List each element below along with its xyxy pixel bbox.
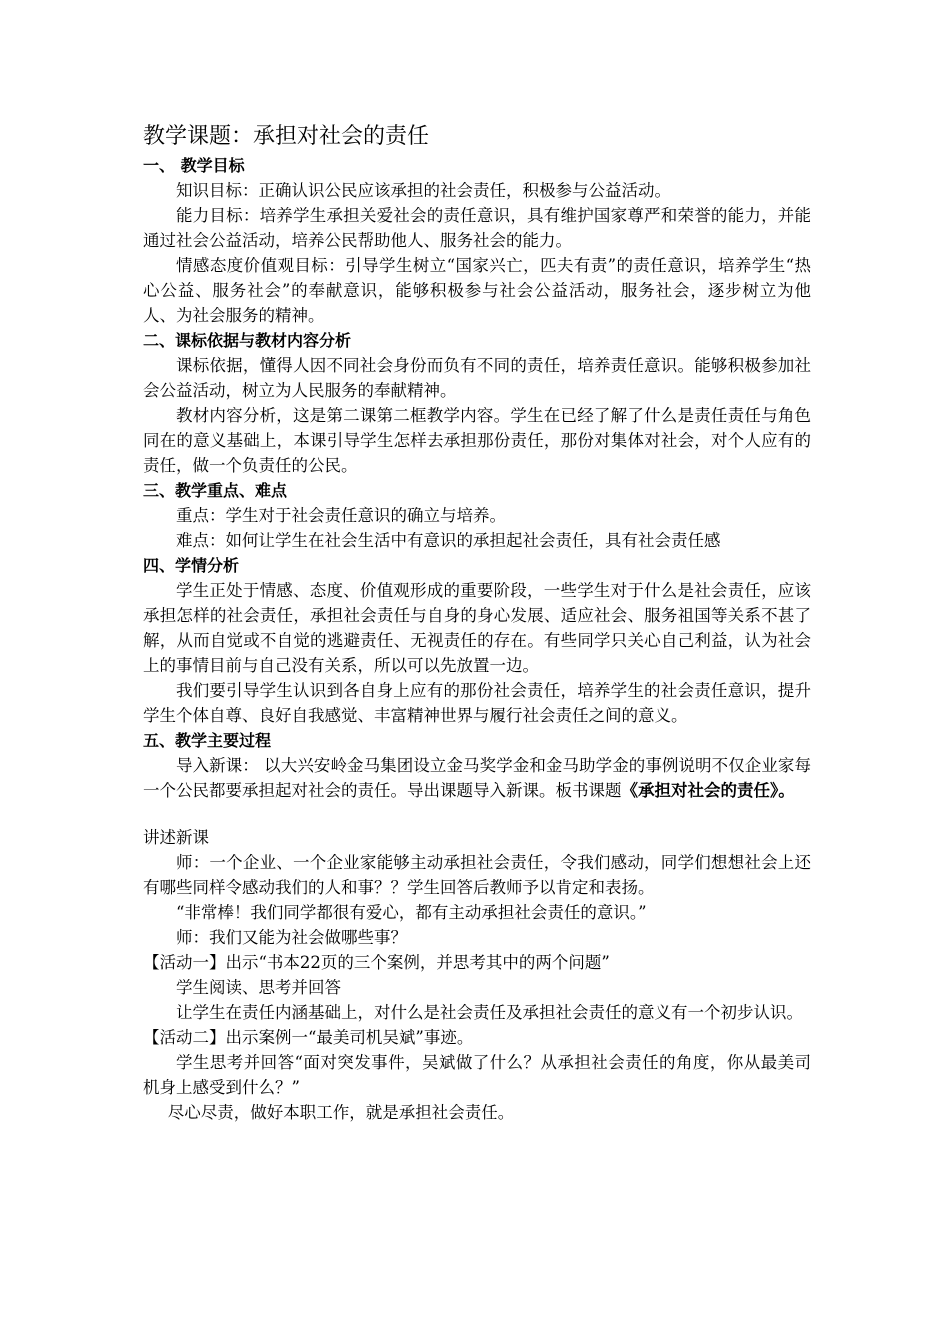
activity-one: 【活动一】出示“书本22页的三个案例，并思考其中的两个问题” <box>143 953 610 972</box>
paragraph: 师：一个企业、一个企业家能够主动承担社会责任，令我们感动，同学们想想社会上还有哪些同样令感动我们的人和事？？学生回答后教师予以肯定和表扬。 <box>143 853 811 897</box>
paragraph: “非常棒！我们同学都很有爱心，都有主动承担社会责任的意识。” <box>176 903 647 922</box>
activity-two: 【活动二】出示案例一“最美司机吴斌”事迹。 <box>143 1028 474 1047</box>
paragraph: 情感态度价值观目标：引导学生树立“国家兴亡，匹夫有责”的责任意识，培养学生“热心公益、服务社会”的奉献意识，能够积极参与社会公益活动，服务社会，逐步树立为他人、为社会服务的精神。 <box>143 256 811 325</box>
intro-text: 导入新课： 以大兴安岭金马集团设立金马奖学金和金马助学金的事例说明不仅企业家每一个公民都要承担起对社会的责任。导出课题导入新课。板书课题 <box>143 756 811 800</box>
section-heading-objectives: 一、 教学目标 <box>143 156 245 175</box>
section-heading-key-points: 三、教学重点、难点 <box>143 481 288 500</box>
paragraph: 难点：如何让学生在社会生活中有意识的承担起社会责任，具有社会责任感 <box>176 531 721 550</box>
paragraph: 学生正处于情感、态度、价值观形成的重要阶段，一些学生对于什么是社会责任，应该承担怎样的社会责任，承担社会责任与自身的身心发展、适应社会、服务祖国等关系不甚了解，从而自觉或不自觉的逃避责任、无视责任的存在。有些同学只关心自己利益，认为社会上的事情目前与自己没有关系，所以可以先放置一边。 <box>143 581 811 675</box>
section-heading-process: 五、教学主要过程 <box>143 731 272 750</box>
paragraph: 课标依据，懂得人因不同社会身份而负有不同的责任，培养责任意识。能够积极参加社会公益活动，树立为人民服务的奉献精神。 <box>143 356 811 400</box>
lecture-label: 讲述新课 <box>143 828 209 847</box>
paragraph: 我们要引导学生认识到各自身上应有的那份社会责任，培养学生的社会责任意识，提升学生个体自尊、良好自我感觉、丰富精神世界与履行社会责任之间的意义。 <box>143 681 811 725</box>
paragraph <box>143 753 811 803</box>
paragraph: 让学生在责任内涵基础上，对什么是社会责任及承担社会责任的意义有一个初步认识。 <box>176 1003 803 1022</box>
paragraph: 教材内容分析，这是第二课第二框教学内容。学生在已经了解了什么是责任责任与角色同在的意义基础上，本课引导学生怎样去承担那份责任，那份对集体对社会，对个人应有的责任，做一个负责任的公民。 <box>143 406 811 475</box>
board-title: 《承担对社会的责任》。 <box>621 781 795 800</box>
paragraph: 重点：学生对于社会责任意识的确立与培养。 <box>176 506 506 525</box>
section-heading-student-analysis: 四、学情分析 <box>143 556 240 575</box>
paragraph: 尽心尽责，做好本职工作，就是承担社会责任。 <box>167 1103 515 1122</box>
paragraph: 学生阅读、思考并回答 <box>176 978 341 997</box>
paragraph: 师：我们又能为社会做哪些事？ <box>176 928 407 947</box>
page-title: 教学课题：承担对社会的责任 <box>143 124 430 149</box>
paragraph: 学生思考并回答“面对突发事件，吴斌做了什么？从承担社会责任的角度，你从最美司机身上感受到什么？” <box>143 1053 811 1097</box>
section-heading-curriculum: 二、课标依据与教材内容分析 <box>143 331 352 350</box>
paragraph: 知识目标：正确认识公民应该承担的社会责任，积极参与公益活动。 <box>176 181 671 200</box>
spacer <box>143 803 811 825</box>
paragraph: 能力目标：培养学生承担关爱社会的责任意识，具有维护国家尊严和荣誉的能力，并能通过社会公益活动，培养公民帮助他人、服务社会的能力。 <box>143 206 811 250</box>
document-page <box>143 122 811 1125</box>
